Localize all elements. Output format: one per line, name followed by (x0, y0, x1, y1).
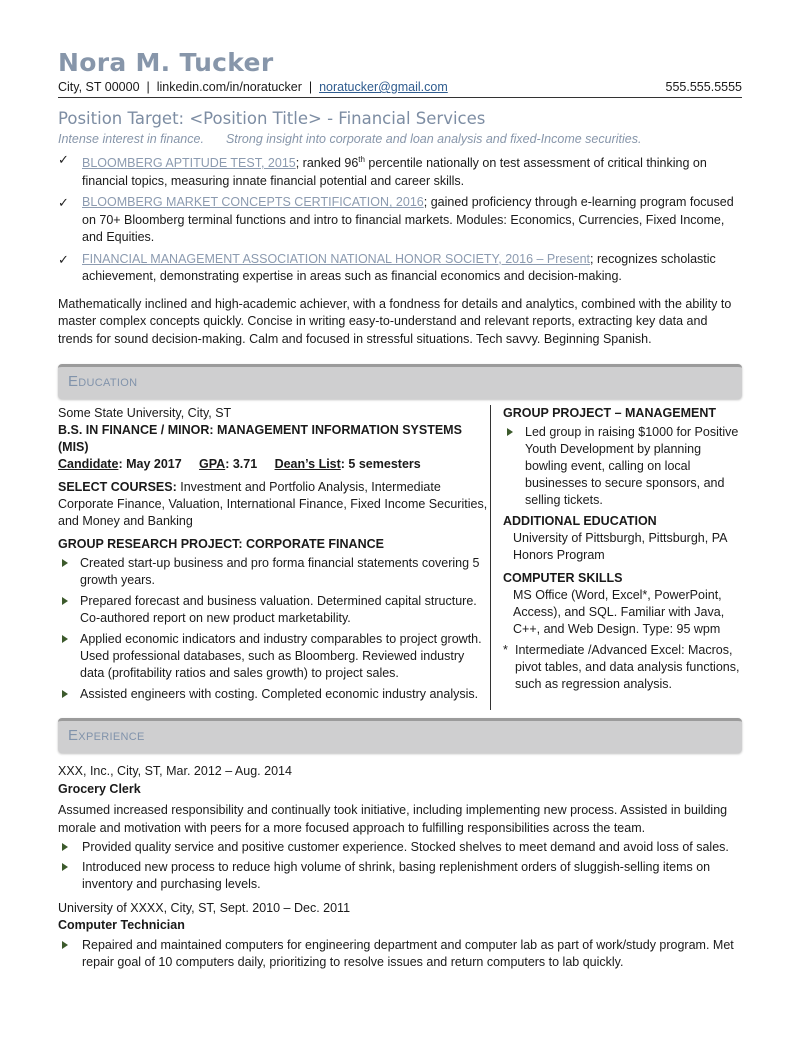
checkmark-icon: ✓ (58, 251, 69, 267)
tagline (58, 131, 742, 147)
list-item (58, 859, 742, 894)
education-section (58, 405, 742, 710)
list-item (58, 937, 742, 972)
list-item (58, 631, 490, 682)
additional-education-program: Honors Program (513, 548, 605, 563)
job-entry (58, 763, 742, 894)
contact-line (58, 79, 742, 98)
deans-list-value: : 5 semesters (340, 457, 421, 472)
job-title: Grocery Clerk (58, 781, 141, 796)
additional-education-school: University of Pittsburgh, Pittsburgh, PA (513, 531, 728, 546)
bullet-text: Created start-up business and pro forma financial statements covering 5 growth years. (80, 556, 480, 588)
location: City, ST 00000 (58, 80, 140, 94)
email-link[interactable]: noratucker@gmail.com (319, 80, 448, 94)
triangle-bullet-icon (507, 428, 513, 436)
courses-label: SELECT COURSES: (58, 480, 177, 495)
employer-line: University of XXXX, City, ST, Sept. 2010 – Dec. 2011 (58, 900, 351, 915)
phone-number: 555.555.5555 (665, 80, 742, 94)
computer-skills-text: MS Office (Word, Excel*, PowerPoint, Access), and SQL. Familiar with Java, C++, and Web Design. Type: 95 wpm (513, 588, 725, 637)
triangle-bullet-icon (62, 863, 68, 871)
highlight-title: BLOOMBERG APTITUDE TEST, 2015 (82, 156, 296, 171)
list-item (58, 593, 490, 627)
education-section-header (58, 364, 742, 399)
bullet-text: Assisted engineers with costing. Completed economic industry analysis. (80, 687, 479, 702)
bullet-text: Prepared forecast and business valuation. Determined capital structure. Co-authored report on new product marketability. (80, 594, 477, 626)
computer-skills-heading: COMPUTER SKILLS (503, 571, 623, 586)
position-target-title: Position Target: <Position Title> - Financial Services (58, 109, 486, 128)
section-heading: Education (68, 373, 138, 391)
gpa-value: : 3.71 (225, 457, 258, 472)
bullet-text: Led group in raising $1000 for Positive Youth Development by planning bowling event, calling on local businesses to secure sponsors, and selling tickets. (525, 425, 739, 508)
candidate-name: Nora M. Tucker (58, 48, 274, 77)
research-bullets (58, 555, 490, 703)
experience-section (58, 763, 742, 972)
courses-text: Investment and Portfolio Analysis, Intermediate Corporate Finance, Valuation, International Finance, Fixed Income Securities, and Money and Banking (58, 480, 488, 529)
bullet-text: Provided quality service and positive customer experience. Stocked shelves to meet demand and avoid loss of sales. (82, 840, 729, 855)
professional-summary: Mathematically inclined and high-academic achiever, with a fondness for details and analytics, combined with the ability to master complex concepts quickly. Concise in writing easy-to-understand and relevant reports, extracting key data and trends for sound decision-making. Calm and focused in stressful situations. Tech savvy. Beginning Spanish. (58, 296, 732, 346)
triangle-bullet-icon (62, 843, 68, 851)
research-project-heading: GROUP RESEARCH PROJECT: CORPORATE FINANCE (58, 537, 384, 552)
checkmark-icon: ✓ (58, 152, 69, 167)
section-heading: Experience (68, 727, 145, 745)
list-item (58, 555, 490, 589)
bullet-text: Applied economic indicators and industry comparables to project growth. Used professional databases, such as Bloomberg. Reviewed industry data (profitability ratios and sales growth) to project sales. (80, 632, 482, 681)
tagline-part-2: Strong insight into corporate and loan analysis and fixed-Income securities. (225, 132, 642, 146)
degree-details (58, 456, 490, 473)
highlight-text: ; ranked 96 (295, 156, 359, 171)
triangle-bullet-icon (62, 690, 68, 698)
highlight-text: percentile nationally on test assessment of critical thinking on financial topics, measuring innate financial potential and career skills. (82, 156, 707, 188)
triangle-bullet-icon (62, 941, 68, 949)
highlight-title: FINANCIAL MANAGEMENT ASSOCIATION NATIONAL HONOR SOCIETY, 2016 – Present (82, 251, 591, 266)
list-item (58, 839, 742, 857)
bullet-text: Introduced new process to reduce high volume of shrink, basing replenishment orders of sluggish-selling items on inventory and purchasing levels. (82, 859, 711, 892)
candidate-value: : May 2017 (118, 457, 182, 472)
gpa-label: GPA (199, 457, 226, 472)
footnote-text: Intermediate /Advanced Excel: Macros, pivot tables, and data analysis functions, such as regression analysis. (515, 643, 740, 692)
excel-footnote (503, 642, 742, 693)
triangle-bullet-icon (62, 559, 68, 567)
job-title: Computer Technician (58, 918, 185, 933)
employer-line: XXX, Inc., City, ST, Mar. 2012 – Aug. 2014 (58, 764, 292, 779)
resume-page (58, 48, 742, 974)
school-name: Some State University, City, ST (58, 406, 232, 421)
checkmark-icon: ✓ (58, 195, 69, 211)
column-divider (490, 405, 491, 710)
job-bullets (58, 839, 742, 894)
separator: | (146, 80, 150, 94)
separator: | (308, 80, 313, 94)
candidate-label: Candidate (58, 457, 119, 472)
job-summary: Assumed increased responsibility and continually took initiative, including implementing new process. Assisted in building morale and motivation with peers for a more focused approach to fulfilling responsibilities across the team. (58, 803, 728, 835)
linkedin-url: linkedin.com/in/noratucker (156, 80, 302, 94)
additional-education-heading: ADDITIONAL EDUCATION (503, 514, 657, 529)
job-entry (58, 900, 742, 972)
contact-left (58, 79, 448, 95)
highlight-item (58, 151, 742, 190)
superscript: th (358, 155, 365, 164)
highlight-title: BLOOMBERG MARKET CONCEPTS CERTIFICATION, 2016 (82, 195, 424, 210)
triangle-bullet-icon (62, 635, 68, 643)
list-item (58, 686, 490, 703)
tagline-part-1: Intense interest in finance. (58, 132, 204, 146)
degree: B.S. IN FINANCE / MINOR: MANAGEMENT INFORMATION SYSTEMS (MIS) (58, 423, 462, 455)
group-project-heading: GROUP PROJECT – MANAGEMENT (503, 406, 716, 421)
select-courses (58, 479, 490, 530)
experience-section-header (58, 718, 742, 753)
highlights-list (58, 151, 742, 286)
education-right-column (497, 405, 742, 710)
bullet-text: Repaired and maintained computers for engineering department and computer lab as part of work/study program. Met repair goal of 10 computers daily, prioritizing to resolve issues and return computers to lab quickly. (82, 937, 734, 970)
education-left-column (58, 405, 490, 710)
asterisk: * (503, 643, 508, 658)
highlight-item (58, 251, 742, 286)
highlight-item (58, 194, 742, 247)
list-item (503, 424, 742, 509)
triangle-bullet-icon (62, 597, 68, 605)
highlight-text: ; gained proficiency through e-learning program focused on 70+ Bloomberg terminal functions and intro to financial markets. Modules: Economics, Currencies, Fixed Income, and Equities. (82, 195, 734, 245)
deans-list-label: Dean’s List (274, 457, 341, 472)
group-project-bullets (503, 424, 742, 509)
job-bullets (58, 937, 742, 972)
highlight-text: ; recognizes scholastic achievement, demonstrating expertise in areas such as financial economics and decision-making. (82, 251, 716, 284)
